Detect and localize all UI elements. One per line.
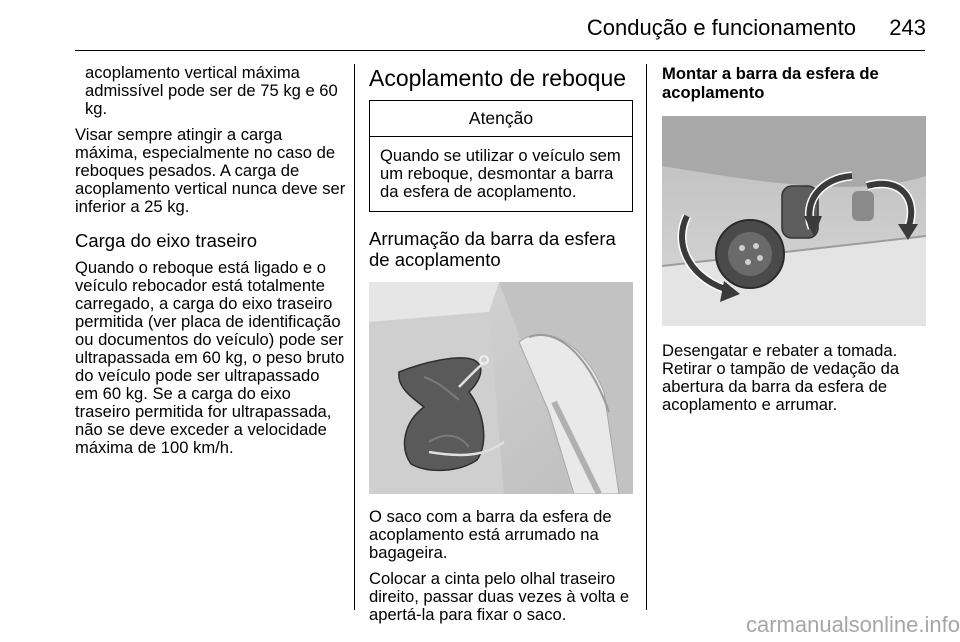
watermark: carmanualsonline.info (745, 612, 960, 637)
paragraph-bag-stored: O saco com a barra da esfera de acoplamento está arrumado na bagageira. (369, 507, 612, 562)
section-heading-towbar: Acoplamento de reboque (369, 65, 627, 91)
column-divider-2 (646, 64, 647, 610)
column-divider-1 (354, 64, 355, 610)
column-2 (369, 64, 633, 624)
heading-mount-towbar: Montar a barra da esfera de acoplamento (662, 64, 879, 102)
column-3 (662, 64, 926, 414)
warning-text: Quando se utilizar o veículo sem um reboque, desmontar a barra da esfera de acoplamento. (380, 146, 621, 201)
continued-text: acoplamento vertical máxima admissível pode ser de 75 kg e 60 kg. (85, 63, 338, 118)
paragraph-strap-instructions: Colocar a cinta pelo olhal traseiro direito, passar duas vezes à volta e apertá-la para fixar o saco. (369, 569, 630, 624)
towbar-socket-figure (662, 116, 926, 326)
warning-box (369, 100, 633, 212)
page-number: 243 (889, 15, 926, 40)
header-rule (75, 50, 925, 51)
paragraph-max-load: Visar sempre atingir a carga máxima, especialmente no caso de reboques pesados. A carga de acoplamento vertical nunca deve ser inferior a 25 kg. (75, 125, 346, 216)
paragraph-rear-axle-load: Quando o reboque está ligado e o veículo rebocador está totalmente carregado, a carga do eixo traseiro permitida (ver placa de identificação ou documentos do veículo) pode ser ultrapassada em 60 kg, o peso bruto do veículo pode ser ultrapassado em 60 kg. Se a carga do eixo traseiro permitida for ultrapassada, não se deve exceder a velocidade máxima de 100 km/h. (75, 258, 345, 457)
heading-rear-axle-load: Carga do eixo traseiro (75, 230, 258, 251)
paragraph-disengage-socket: Desengatar e rebater a tomada. Retirar o tampão de vedação da abertura da barra da esfera de acoplamento e arrumar. (662, 341, 900, 414)
towbar-bag-storage-figure (369, 282, 633, 494)
warning-title: Atenção (370, 101, 632, 137)
running-header-title: Condução e funcionamento (586, 15, 856, 40)
heading-storage: Arrumação da barra da esfera de acoplamento (369, 228, 616, 270)
column-1 (75, 64, 347, 457)
